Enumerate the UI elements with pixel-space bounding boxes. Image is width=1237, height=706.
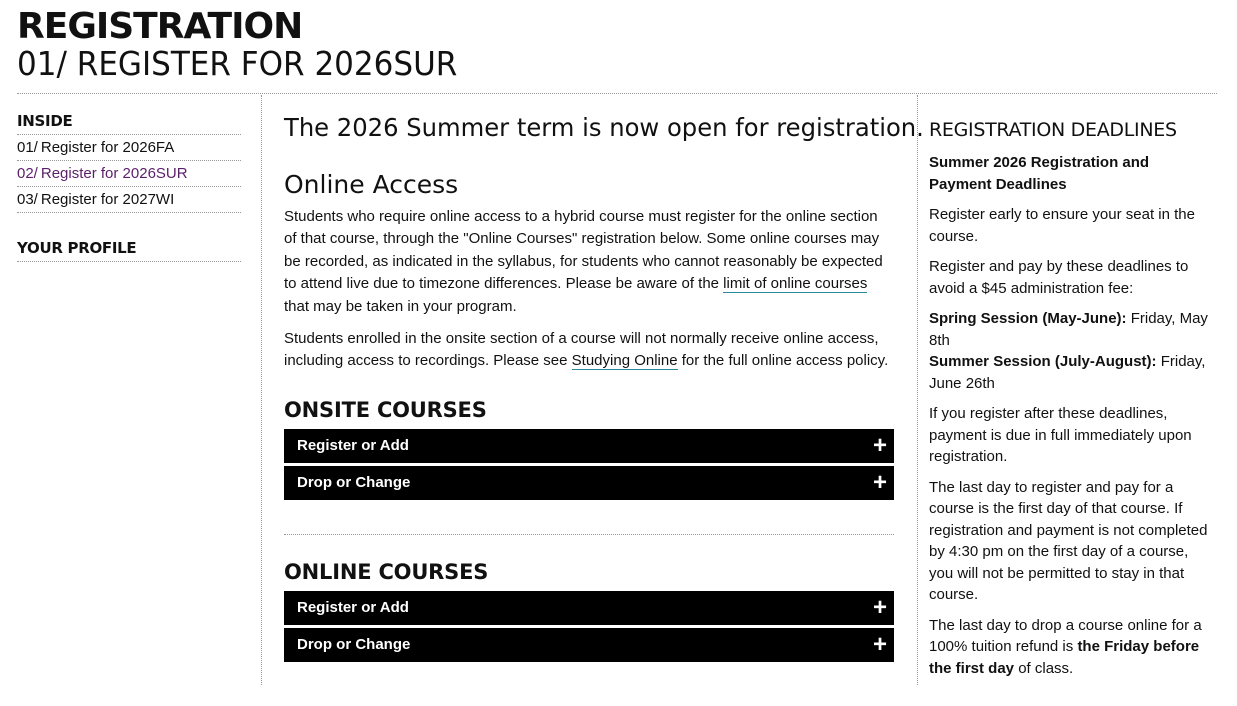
onsite-courses-heading: ONSITE COURSES: [284, 397, 487, 422]
paragraph-text: Students enrolled in the onsite section of a course will not normally receive online access, including access to recordings. Please see: [284, 330, 879, 370]
session-label: Summer Session (July-August):: [929, 353, 1157, 370]
plus-icon: +: [872, 630, 887, 658]
online-access-heading: Online Access: [284, 170, 459, 199]
paragraph-text: for the full online access policy.: [677, 352, 889, 370]
online-access-paragraph-1: [284, 206, 894, 318]
page-title: REGISTRATION: [17, 6, 303, 47]
column-divider-left: [261, 95, 262, 685]
deadlines-paragraph-refund: [929, 615, 1209, 680]
paragraph-text: that may be taken in your program.: [284, 297, 517, 315]
plus-icon: +: [872, 431, 887, 459]
deadlines-paragraph-late: If you register after these deadlines, payment is due in full immediately upon registration.: [929, 405, 1192, 465]
deadlines-paragraph-fee: Register and pay by these deadlines to avoid a $45 administration fee:: [929, 258, 1189, 297]
spring-session-deadline: [929, 308, 1209, 351]
paragraph-text: The last day to drop a course online for a 100% tuition refund is: [929, 616, 1202, 655]
page-subtitle: 01/ REGISTER FOR 2026SUR: [17, 44, 458, 83]
sidebar-item-label: Register for 2026FA: [40, 139, 175, 156]
sidebar-spacer: [17, 213, 241, 239]
session-date: Friday, June 26th: [929, 353, 1206, 392]
summer-session-deadline: [929, 351, 1209, 394]
page-header: [17, 8, 485, 82]
term-open-notice: The 2026 Summer term is now open for registration.: [284, 113, 924, 142]
deadlines-subheading: Summer 2026 Registration and Payment Deadlines: [929, 154, 1150, 193]
sidebar-item-2027wi[interactable]: [17, 187, 241, 213]
sidebar-item-number: 03/: [17, 191, 38, 208]
sidebar-item-label: Register for 2027WI: [40, 191, 175, 208]
session-label: Spring Session (May-June):: [929, 310, 1127, 327]
header-divider: [17, 93, 1217, 94]
plus-icon: +: [872, 468, 887, 496]
deadlines-paragraph-register-early: Register early to ensure your seat in the course.: [929, 206, 1195, 245]
plus-icon: +: [872, 593, 887, 621]
sidebar-heading-inside: INSIDE: [17, 112, 241, 135]
sidebar-item-label: Register for 2026SUR: [40, 165, 188, 182]
onsite-register-or-add-button[interactable]: [284, 429, 894, 463]
paragraph-text: Students who require online access to a hybrid course must register for the online section of that course, through the "Online Courses" registration below. Some online courses may be recorded, as indicated in the syllabus, for students who cannot reasonably be expected to attend live due to timezone differences. Please be aware of the: [284, 208, 883, 293]
button-label: Register or Add: [297, 437, 409, 455]
deadlines-heading: REGISTRATION DEADLINES: [929, 119, 1177, 141]
paragraph-emphasis: the Friday before the first day: [929, 638, 1200, 677]
button-label: Drop or Change: [297, 636, 411, 654]
session-date: Friday, May 8th: [929, 310, 1208, 349]
online-access-paragraph-2: [284, 328, 894, 373]
sidebar-item-number: 02/: [17, 165, 38, 182]
sidebar-item-2026fa[interactable]: [17, 135, 241, 161]
main-content: [284, 112, 924, 665]
button-label: Drop or Change: [297, 474, 411, 492]
section-divider: [284, 534, 894, 535]
onsite-drop-or-change-button[interactable]: [284, 466, 894, 500]
sidebar-item-2026sur[interactable]: [17, 161, 241, 187]
column-divider-right: [917, 95, 918, 685]
deadlines-paragraph-last-day: The last day to register and pay for a course is the first day of that course. If registration and payment is not completed by 4:30 pm on the first day of a course, you will not be permitted to stay in that course.: [929, 478, 1208, 603]
deadlines-panel: [929, 118, 1209, 688]
online-courses-heading: ONLINE COURSES: [284, 559, 489, 584]
studying-online-link[interactable]: Studying Online: [571, 352, 678, 370]
sidebar-heading-your-profile[interactable]: YOUR PROFILE: [17, 239, 241, 262]
sidebar-item-number: 01/: [17, 139, 38, 156]
paragraph-text: of class.: [1014, 659, 1074, 677]
limit-online-courses-link[interactable]: limit of online courses: [723, 275, 868, 293]
sidebar: [17, 112, 241, 262]
online-drop-or-change-button[interactable]: [284, 628, 894, 662]
online-register-or-add-button[interactable]: [284, 591, 894, 625]
button-label: Register or Add: [297, 599, 409, 617]
